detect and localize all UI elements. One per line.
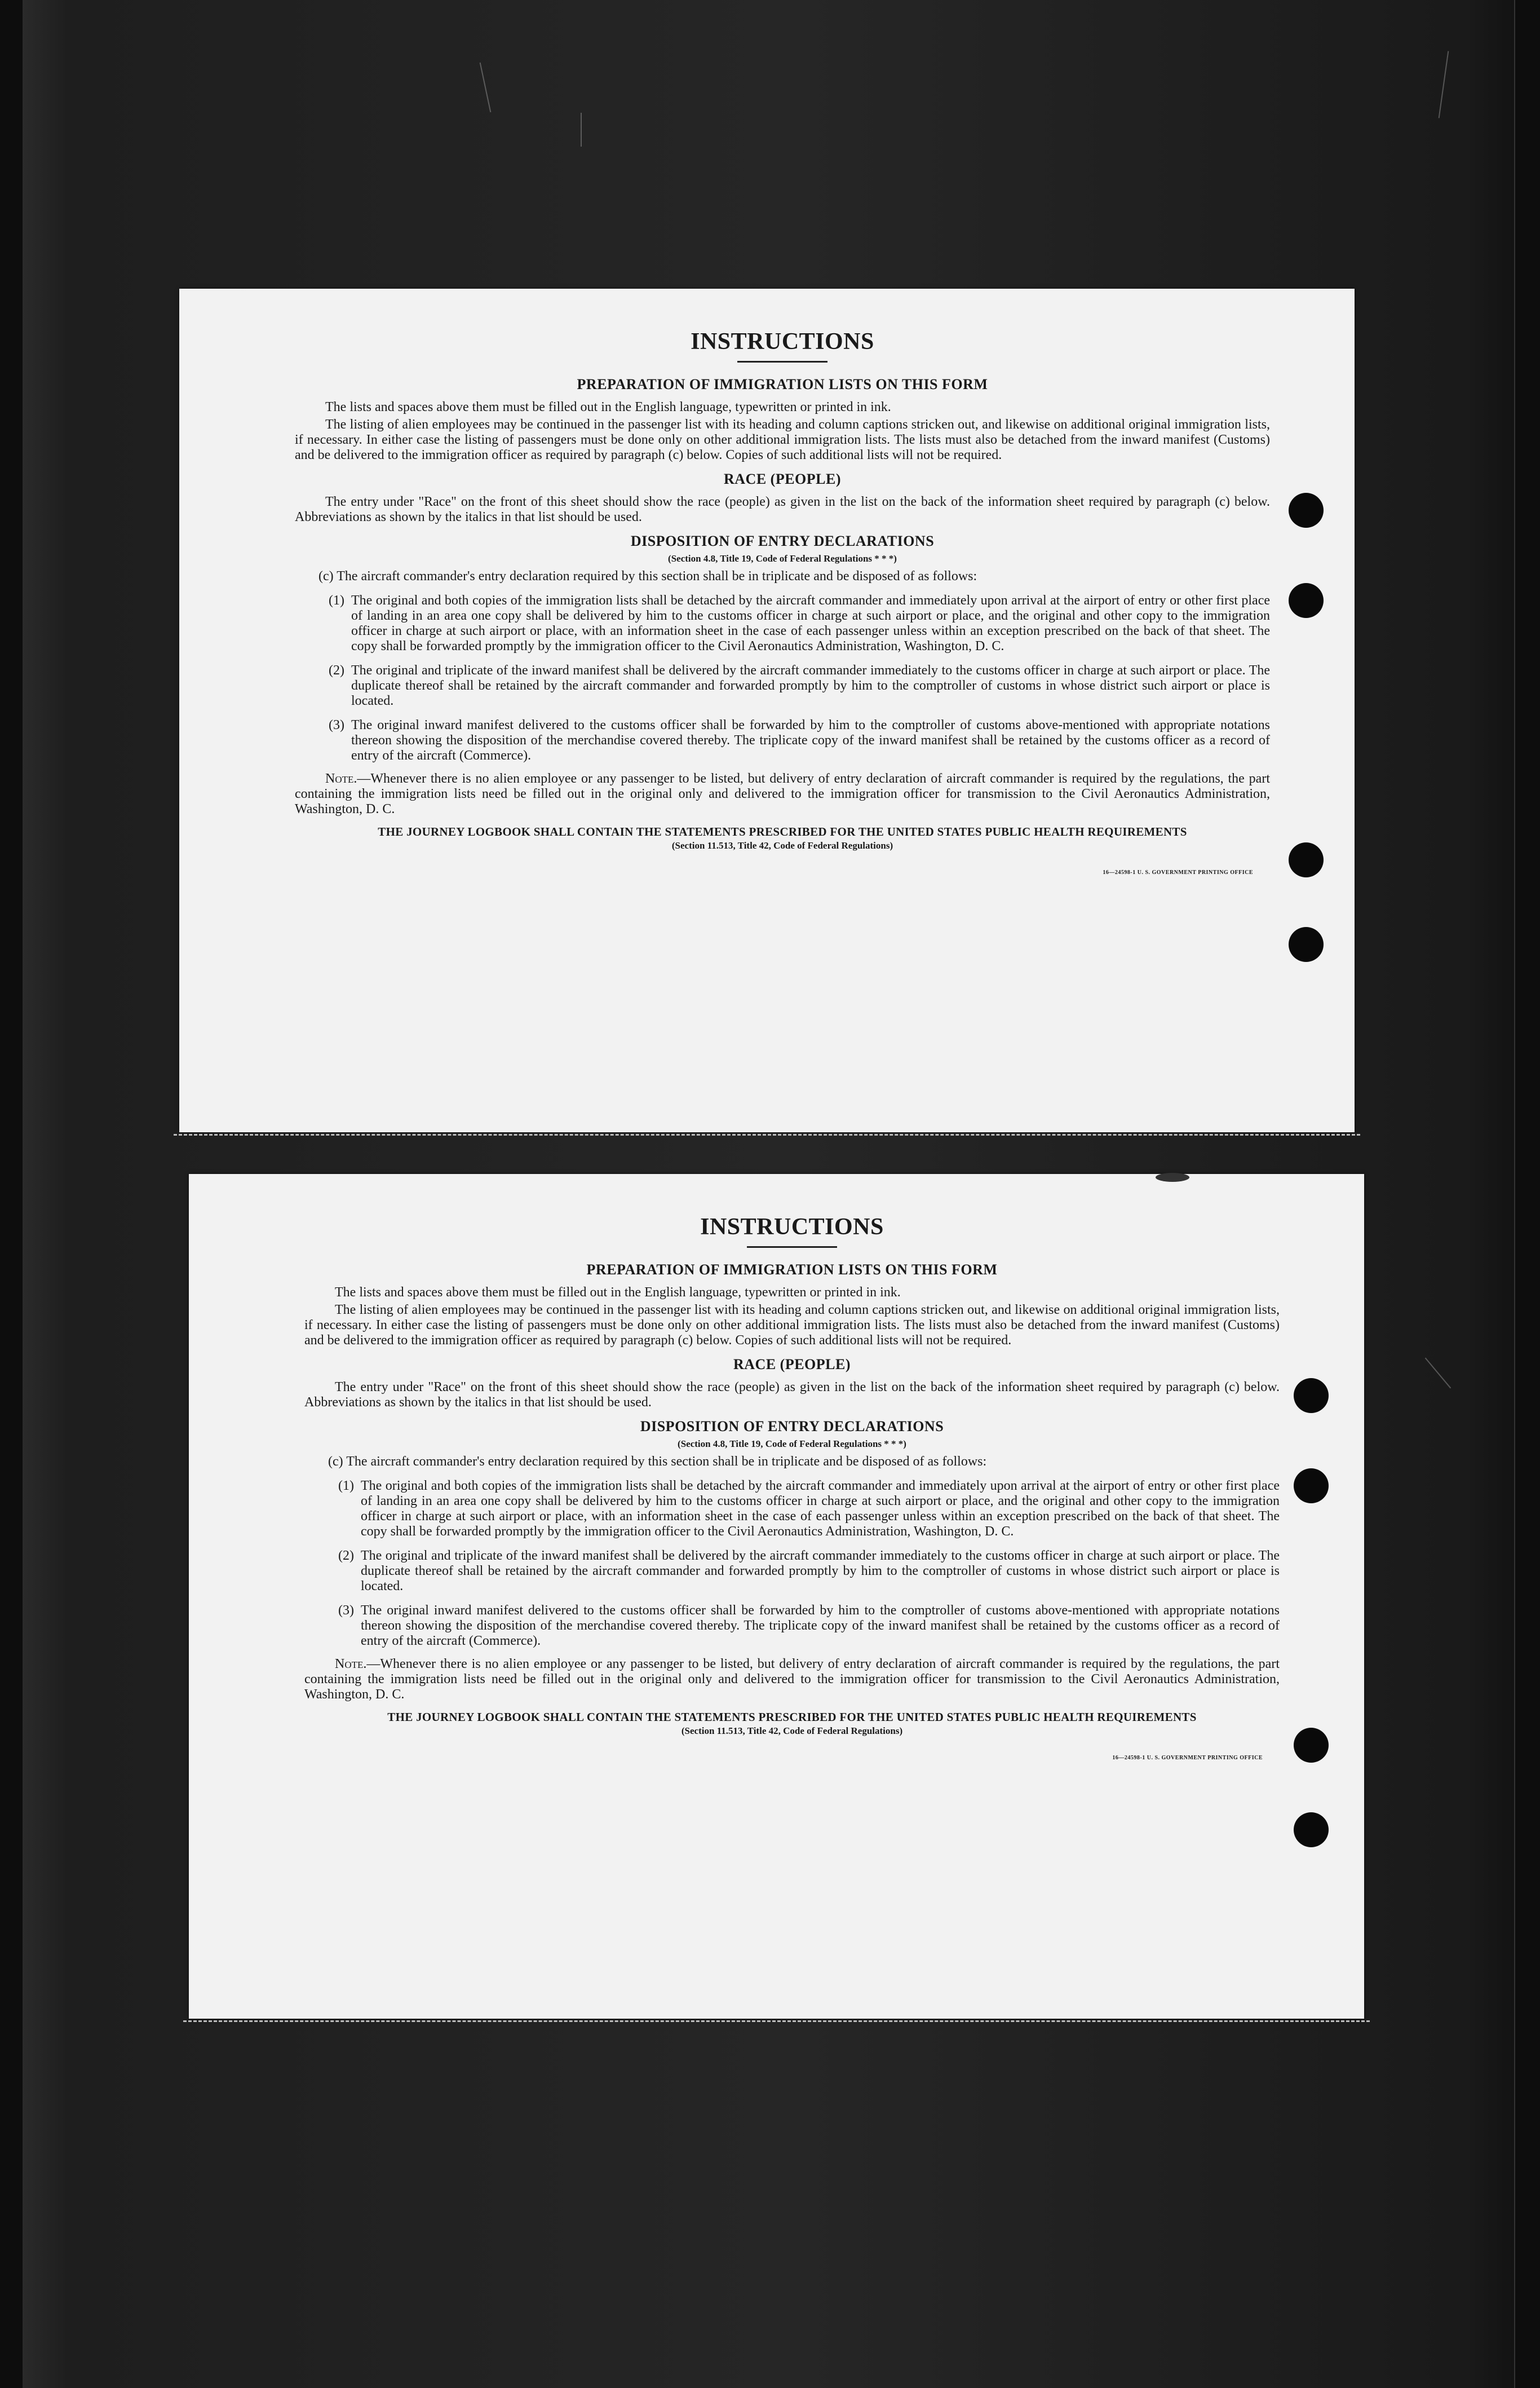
note-text: —Whenever there is no alien employee or any passenger to be listed, but delivery of entry declaration of aircraft commander is required by the regulations, the part containing the immigration lists need be filled out in the original only and delivered to the immigration officer for transmission to the Civil Aeronautics Administration, Washington, D. C. (295, 771, 1270, 816)
paragraph: The listing of alien employees may be continued in the passenger list with its heading and column captions stricken out, and likewise on additional original immigration lists, if necessary. In either case the listing of passengers must be done only on other additional immigration lists. The lists must also be detached from the inward manifest (Customs) and be delivered to the immigration officer as required by paragraph (c) below. Copies of such additional lists will not be required. (304, 1303, 1280, 1348)
paragraph: The listing of alien employees may be continued in the passenger list with its heading and column captions stricken out, and likewise on additional original immigration lists, if necessary. In either case the listing of passengers must be done only on other additional immigration lists. The lists must also be detached from the inward manifest (Customs) and be delivered to the immigration officer as required by paragraph (c) below. Copies of such additional lists will not be required. (295, 417, 1270, 462)
numbered-item (295, 593, 1270, 654)
punch-hole (1289, 927, 1324, 962)
item-number: (3) (329, 718, 344, 732)
printer-imprint: 16—24598-1 U. S. GOVERNMENT PRINTING OFFICE (1112, 1755, 1263, 1761)
section-heading-race: RACE (PEOPLE) (724, 471, 841, 487)
closing-statement: THE JOURNEY LOGBOOK SHALL CONTAIN THE STATEMENTS PRESCRIBED FOR THE UNITED STATES PUBLIC HEALTH REQUIREMENTS (387, 1710, 1197, 1724)
numbered-item (295, 663, 1270, 709)
title-underline (737, 361, 827, 363)
paragraph: (c) The aircraft commander's entry declaration required by this section shall be in triplicate and be disposed of as follows: (318, 569, 977, 584)
numbered-item (295, 718, 1270, 763)
item-number: (3) (338, 1603, 354, 1618)
paragraph: The lists and spaces above them must be filled out in the English language, typewritten or printed in ink. (325, 400, 891, 414)
section-heading-preparation: PREPARATION OF IMMIGRATION LISTS ON THIS FORM (586, 1261, 998, 1278)
numbered-item (304, 1548, 1280, 1594)
paragraph: (c) The aircraft commander's entry declaration required by this section shall be in triplicate and be disposed of as follows: (328, 1454, 987, 1469)
section-heading-race: RACE (PEOPLE) (733, 1356, 851, 1372)
punch-hole (1289, 842, 1324, 877)
item-text: The original and both copies of the immigration lists shall be detached by the aircraft commander and immediately upon arrival at the airport of entry or other first place of landing in an area one copy shall be delivered by him to the customs officer in charge at such airport or place, and the original and other copy to the immigration officer in charge at such airport or place, with an information sheet in the case of each passenger unless within an exception prescribed on the back of that sheet. The copy shall be forwarded promptly by the immigration officer to the Civil Aeronautics Administration, Washington, D. C. (351, 593, 1270, 654)
paragraph: The entry under "Race" on the front of this sheet should show the race (people) as given in the list on the back of the information sheet required by paragraph (c) below. Abbreviations as shown by the italics in that list should be used. (295, 495, 1270, 524)
closing-citation: (Section 11.513, Title 42, Code of Federal Regulations) (671, 840, 893, 851)
instruction-sheet-top (179, 289, 1355, 1132)
note-label: Note. (325, 771, 357, 786)
numbered-item (304, 1603, 1280, 1649)
item-text: The original and both copies of the immigration lists shall be detached by the aircraft commander and immediately upon arrival at the airport of entry or other first place of landing in an area one copy shall be delivered by him to the customs officer in charge at such airport or place, and the original and other copy to the immigration officer in charge at such airport or place, with an information sheet in the case of each passenger unless within an exception prescribed on the back of that sheet. The copy shall be forwarded promptly by the immigration officer to the Civil Aeronautics Administration, Washington, D. C. (361, 1478, 1280, 1539)
instruction-sheet-bottom (189, 1174, 1364, 2019)
film-frame-edge (183, 2020, 1370, 2022)
item-number: (2) (329, 663, 344, 678)
punch-hole (1289, 493, 1324, 528)
film-blemish (1156, 1173, 1189, 1182)
note-label: Note. (335, 1657, 367, 1671)
item-text: The original and triplicate of the inward manifest shall be delivered by the aircraft commander immediately to the customs officer in charge at such airport or place. The duplicate thereof shall be retained by the aircraft commander and forwarded promptly by him to the comptroller of customs in whose district such airport or place is located. (361, 1548, 1280, 1594)
film-edge-left (0, 0, 23, 2388)
title-underline (747, 1246, 837, 1248)
punch-hole (1294, 1378, 1329, 1413)
item-number: (1) (329, 593, 344, 608)
item-text: The original inward manifest delivered to the customs officer shall be forwarded by him to the comptroller of customs above-mentioned with appropriate notations thereon showing the disposition of the merchandise covered thereby. The triplicate copy of the inward manifest shall be retained by the customs officer as a record of entry of the aircraft (Commerce). (351, 718, 1270, 763)
sheet-title: INSTRUCTIONS (691, 329, 874, 355)
item-text: The original inward manifest delivered to the customs officer shall be forwarded by him to the comptroller of customs above-mentioned with appropriate notations thereon showing the disposition of the merchandise covered thereby. The triplicate copy of the inward manifest shall be retained by the customs officer as a record of entry of the aircraft (Commerce). (361, 1603, 1280, 1648)
closing-citation: (Section 11.513, Title 42, Code of Federal Regulations) (681, 1725, 903, 1736)
film-scratch (581, 113, 582, 147)
item-number: (1) (338, 1478, 354, 1493)
film-frame-edge (174, 1134, 1360, 1136)
item-number: (2) (338, 1548, 354, 1563)
note-text: —Whenever there is no alien employee or any passenger to be listed, but delivery of entry declaration of aircraft commander is required by the regulations, the part containing the immigration lists need be filled out in the original only and delivered to the immigration officer for transmission to the Civil Aeronautics Administration, Washington, D. C. (304, 1657, 1280, 1702)
film-edge-right (1514, 0, 1540, 2388)
section-heading-preparation: PREPARATION OF IMMIGRATION LISTS ON THIS FORM (577, 376, 988, 392)
section-heading-disposition: DISPOSITION OF ENTRY DECLARATIONS (630, 533, 935, 549)
closing-statement: THE JOURNEY LOGBOOK SHALL CONTAIN THE STATEMENTS PRESCRIBED FOR THE UNITED STATES PUBLIC HEALTH REQUIREMENTS (378, 825, 1187, 838)
section-heading-disposition: DISPOSITION OF ENTRY DECLARATIONS (640, 1418, 944, 1434)
sheet-title: INSTRUCTIONS (700, 1214, 884, 1240)
section-citation: (Section 4.8, Title 19, Code of Federal Regulations * * *) (678, 1438, 906, 1449)
punch-hole (1289, 583, 1324, 618)
numbered-item (304, 1478, 1280, 1539)
printer-imprint: 16—24598-1 U. S. GOVERNMENT PRINTING OFFICE (1103, 869, 1253, 876)
note-paragraph (304, 1657, 1280, 1702)
paragraph: The lists and spaces above them must be filled out in the English language, typewritten or printed in ink. (335, 1285, 901, 1300)
punch-hole (1294, 1728, 1329, 1763)
note-paragraph (295, 771, 1270, 817)
section-citation: (Section 4.8, Title 19, Code of Federal Regulations * * *) (668, 553, 897, 564)
item-text: The original and triplicate of the inward manifest shall be delivered by the aircraft commander immediately to the customs officer in charge at such airport or place. The duplicate thereof shall be retained by the aircraft commander and forwarded promptly by him to the comptroller of customs in whose district such airport or place is located. (351, 663, 1270, 708)
paragraph: The entry under "Race" on the front of this sheet should show the race (people) as given in the list on the back of the information sheet required by paragraph (c) below. Abbreviations as shown by the italics in that list should be used. (304, 1380, 1280, 1410)
punch-hole (1294, 1812, 1329, 1847)
punch-hole (1294, 1468, 1329, 1503)
